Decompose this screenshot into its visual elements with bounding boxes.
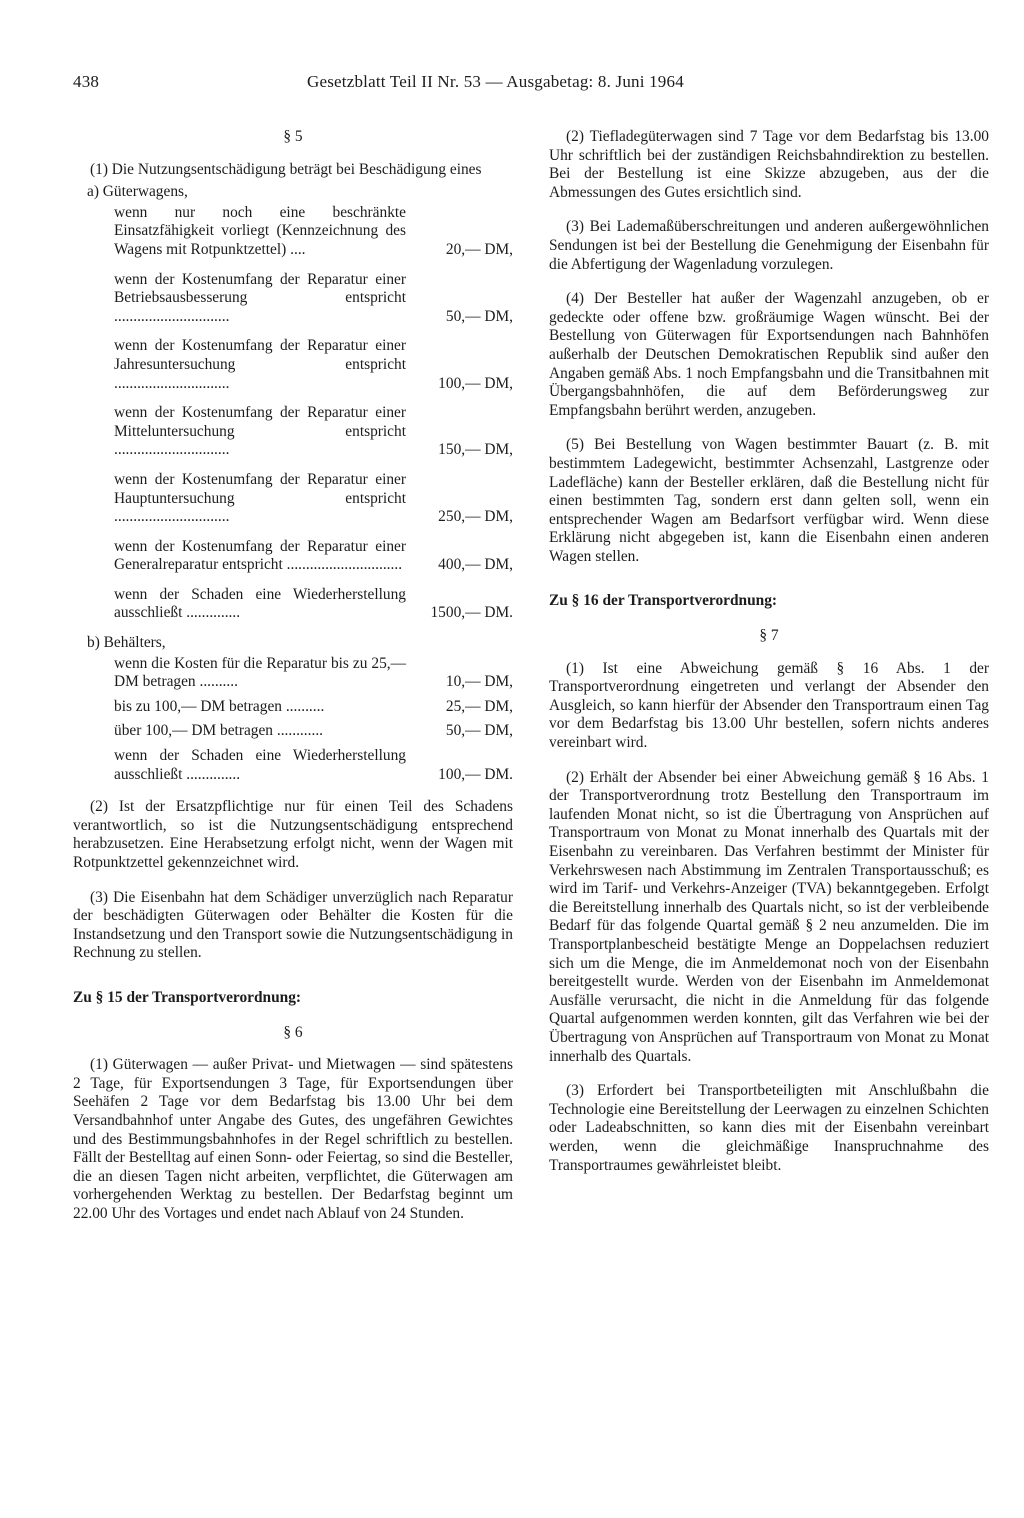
- entry-text: wenn nur noch eine beschränkte Einsatzfähigkeit vorliegt (Kennzeichnung des Wagens mit Rotpunktzettel) ....: [114, 203, 406, 258]
- s7-para-2: (2) Erhält der Absender bei einer Abweichung gemäß § 16 Abs. 1 der Transportverordnung trotz Bestellung den Transportraum im laufenden Monat nicht, so ist die Übertragung von Ansprüchen auf Transportraum von Monat zu Monat innerhalb des Quartals mit der Eisenbahn zu vereinbaren. Das Verfahren bestimmt der Minister für Verkehrswesen nach Abstimmung im Zentralen Transportausschuß; es wird im Tarif- und Verkehrs-Anzeiger (TVA) bekanntgegeben. Erfolgt die Bereitstellung innerhalb des Quartals nicht, so ist der verbleibende Bedarf für das folgende Quartal gemäß § 2 neu anzumelden. Die im Transportplanbescheid bestätigte Menge an Doppelachsen reduziert sich um die Menge, die im Anmeldemonat noch von der Eisenbahn bereitgestellt wurde. Werden von der Eisenbahn im Anmeldemonat Ausfälle verursacht, die nicht in die Anmeldung für das folgende Quartal aufgenommen werden konnten, gilt das Verfahren wie bei der Übertragung von Ansprüchen auf Transportraum von Monat zu Monat innerhalb des Quartals.: [549, 768, 989, 1065]
- entry-amount: 20,— DM,: [445, 240, 513, 258]
- entry-amount: 100,— DM,: [438, 374, 513, 392]
- s6-para-2: (2) Tiefladegüterwagen sind 7 Tage vor dem Bedarfstag bis 13.00 Uhr schriftlich bei der zuständigen Reichsbahndirektion zu bestellen. Bei der Bestellung ist eine Skizze abzugeben, aus der die Abmessungen des Gutes ersichtlich sind.: [549, 128, 989, 201]
- entry-text: bis zu 100,— DM betragen ..........: [114, 697, 325, 715]
- s7-para-1: (1) Ist eine Abweichung gemäß § 16 Abs. 1 der Transportverordnung eingetreten und verlangt der Absender den Ausgleich, so kann hierfür der Absender den Transportraum einen Tag vor dem Bedarfstag bis 13.00 Uhr bestellen, sofern nichts anderes vereinbart wird.: [549, 659, 989, 752]
- entry-amount: 400,— DM,: [438, 556, 513, 574]
- compensation-entry: [114, 722, 513, 741]
- compensation-entry: [114, 538, 513, 575]
- running-title: Gesetzblatt Teil II Nr. 53 — Ausgabetag: 8. Juni 1964: [307, 72, 684, 91]
- entry-amount: 50,— DM,: [445, 722, 513, 740]
- entry-amount: 50,— DM,: [445, 307, 513, 325]
- entry-text: wenn der Kostenumfang der Reparatur einer Hauptuntersuchung entspricht ..............................: [114, 470, 406, 526]
- left-column: [73, 128, 513, 1224]
- wagon-label: a) Güterwagens,: [87, 183, 188, 201]
- compensation-entry: [114, 337, 513, 393]
- container-label: b) Behälters,: [87, 634, 166, 652]
- s6-para-4: (4) Der Besteller hat außer der Wagenzahl anzugeben, ob er gedeckte oder offene bzw. großräumige Wagen wünscht. Bei der Bestellung von Güterwagen für Exportsendungen nach Bahnhöfen außerhalb der Deutschen Demokratischen Republik sind außer den Angaben gemäß Abs. 1 noch Empfangsbahn und die Transitbahnen mit Übergangsbahnhöfen, die auf dem Beförderungsweg zur Empfangsbahn berührt werden, anzugeben.: [549, 290, 989, 419]
- entry-text: wenn der Kostenumfang der Reparatur einer Mitteluntersuchung entspricht ..............................: [114, 404, 406, 459]
- entry-amount: 10,— DM,: [445, 673, 513, 691]
- compensation-entry: [114, 698, 513, 717]
- compensation-entry: [114, 471, 513, 527]
- zu-15-heading: Zu § 15 der Transportverordnung:: [73, 988, 302, 1006]
- entry-text: wenn der Kostenumfang der Reparatur einer Betriebsausbesserung entspricht ..............................: [114, 270, 406, 325]
- s6-para-5: (5) Bei Bestellung von Wagen bestimmter Bauart (z. B. mit bestimmtem Ladegewicht, bestimmter Achsenzahl, Lastgrenze oder Ladefläche) kann der Besteller erklären, daß die Bestellung nicht für einen bestimmten Tag, sondern erst dann gelten soll, wenn ein entsprechender Wagen am Bedarfsort verfügbar wird. Wenn diese Erklärung nicht abgegeben ist, kann die Eisenbahn einen anderen Wagen stellen.: [549, 436, 989, 565]
- entry-text: wenn der Kostenumfang der Reparatur einer Generalreparatur entspricht ..............................: [114, 537, 406, 574]
- entry-text: über 100,— DM betragen ............: [114, 722, 324, 740]
- entry-text: wenn der Kostenumfang der Reparatur einer Jahresuntersuchung entspricht ..............................: [114, 337, 406, 392]
- entry-amount: 250,— DM,: [438, 508, 513, 526]
- s5-para-3: (3) Die Eisenbahn hat dem Schädiger unverzüglich nach Reparatur der beschädigten Güterwagen oder Behälter die Kosten für die Instandsetzung und den Transport sowie die Nutzungsentschädigung in Rechnung zu stellen.: [73, 888, 513, 962]
- entry-amount: 100,— DM.: [438, 765, 513, 783]
- compensation-entry: [114, 655, 513, 692]
- zu-16-heading: Zu § 16 der Transportverordnung:: [549, 592, 778, 610]
- compensation-entry: [114, 586, 513, 623]
- entry-amount: 25,— DM,: [445, 697, 513, 715]
- s7-para-3: (3) Erfordert bei Transportbeteiligten mit Anschlußbahn die Technologie eine Bereitstellung der Leerwagen zu einzelnen Schichten oder Ladeabschnitten, so kann dies mit der Eisenbahn vereinbart werden, wenn die gleichmäßige Inanspruchnahme des Transportraumes gewährleistet bleibt.: [549, 1082, 989, 1174]
- compensation-entry: [114, 204, 513, 260]
- entry-text: wenn der Schaden eine Wiederherstellung ausschließt ..............: [114, 747, 406, 783]
- compensation-entry: [114, 271, 513, 327]
- right-column: [549, 128, 989, 1175]
- entry-amount: 1500,— DM.: [430, 604, 513, 622]
- s6-para-3: (3) Bei Lademaßüberschreitungen und anderen außergewöhnlichen Sendungen ist bei der Bestellung die Genehmigung der Eisenbahn für die Abfertigung der Wagenladung vorzulegen.: [549, 218, 989, 273]
- s5-para-2: (2) Ist der Ersatzpflichtige nur für einen Teil des Schadens verantwortlich, so ist die Nutzungsentschädigung entsprechend herabzusetzen. Eine Herabsetzung erfolgt nicht, wenn der Wagen mit Rotpunktzettel gekennzeichnet wird.: [73, 798, 513, 871]
- page-number: 438: [73, 72, 100, 91]
- compensation-entry: [114, 747, 513, 784]
- entry-amount: 150,— DM,: [438, 441, 513, 459]
- s6-para-1: (1) Güterwagen — außer Privat- und Mietwagen — sind spätestens 2 Tage, für Exportsendungen 3 Tage, für Exportsendungen über Seehäfen 2 Tage vor dem Bedarfstag bis 13.00 Uhr bei dem Versandbahnhof unter Angabe des Gutes, des ungefähren Gewichtes und des Bestimmungsbahnhofes in der Regel schriftlich zu bestellen. Fällt der Bestelltag auf einen Sonn- oder Feiertag, so sind die Besteller, die an diesen Tagen nicht arbeiten, verpflichtet, die Güterwagen am vorhergehenden Werktag zu bestellen. Der Bedarfstag beginnt um 22.00 Uhr des Vortages und endet nach Ablauf von 24 Stunden.: [73, 1056, 513, 1222]
- section-5-heading: § 5: [283, 128, 303, 145]
- section-7-heading: § 7: [759, 627, 779, 645]
- entry-text: wenn der Schaden eine Wiederherstellung ausschließt ..............: [114, 585, 406, 622]
- entry-text: wenn die Kosten für die Reparatur bis zu 25,— DM betragen ..........: [114, 654, 406, 691]
- section-6-heading: § 6: [283, 1023, 303, 1041]
- compensation-entry: [114, 404, 513, 460]
- s5-para-1: (1) Die Nutzungsentschädigung beträgt bei Beschädigung eines: [90, 160, 482, 178]
